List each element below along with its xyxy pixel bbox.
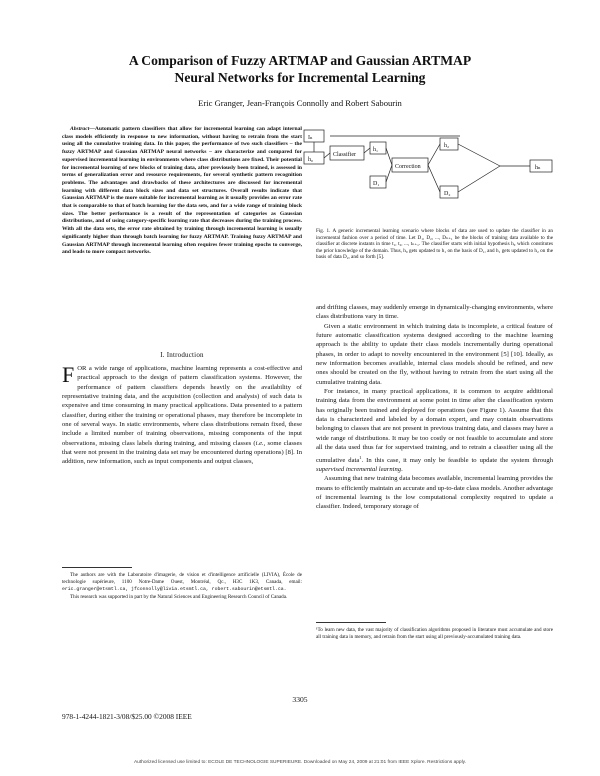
author-emails: eric.granger@etsmtl.ca, jfconnolly@livia.etsmtl.ca, robert.sabourin@etsmtl.ca. <box>62 586 287 592</box>
intro-text: OR a wide range of applications, machine learning represents a cost-effective and practical approach to the design of pattern classification systems. However, the performance of pattern classifiers depends heavily on the availability of representative training data, and the acquisition (collection and analysis) of such data is expensive and time consuming in many practical applications. Data presented to a pattern classifier, during either the training or operational phases, may therefore be incomplete in one of several ways. In static environments, where class distributions remain fixed, these include a limited number of training observations, missing components of the input observations, missing class labels during training, and missing classes ( <box>62 365 302 447</box>
author-list: Eric Granger, Jean-François Connolly and Robert Sabourin <box>198 98 402 108</box>
right-paragraph-2: Given a static environment in which training data is incomplete, a critical feature of future automatic classification systems designed according to the machine learning approach is the ability to update their class models incrementally during operational phases, in order to adapt to novelty encountered in the environment [5] [10]. Ideally, as new information becomes available, internal class models should be refined, and new ones should be created on the fly, without having to retrain from the start using all the cumulative training data. <box>316 322 553 386</box>
diagram-label-d1: D₁ <box>373 181 380 187</box>
diagram-label-top: Iₙ <box>308 135 313 141</box>
footnote-right: ¹To learn new data, the vast majority of classification algorithms proposed in literature must accumulate and store all training data in memory, and retrain from the start using all previously-accumulated training data. <box>316 627 553 640</box>
page-number: 3305 <box>292 695 308 704</box>
diagram-label-classifier: Classifier <box>333 152 356 158</box>
diagram-label-h0: h₀ <box>308 157 314 163</box>
paper-title <box>40 52 560 86</box>
footnote-rule-left <box>62 567 132 568</box>
right-paragraph-3: For instance, in many practical applications, it is common to acquire additional training data from the environment at some point in time after the classification system has originally been trained and deployed for operations (see Figure 1). Assume that this data is characterized and labeled by a domain expert, and may contain observations belonging to classes that are not present in previous training data, and classes may have a wide range of distributions. It may be too costly or not feasible to accumulate and store all the data used thus far for supervised training, and to retrain a classifier using all the cumulative data$^1$. In this case, it may only be feasible to update the system through supervised incremental learning. <box>316 388 553 474</box>
right-paragraph-4: Assuming that new training data becomes available, incremental learning provides the means to efficiently maintain an accurate and up-to-date class models. Another advantage of incremental learning is the low computational complexity required to update a classifier. Indeed, temporary storage of <box>316 475 553 511</box>
intro-ie: i.e. <box>255 439 264 447</box>
isbn-line: 978-1-4244-1821-3/08/$25.00 ©2008 IEEE <box>62 712 192 721</box>
license-footer: Authorized licensed use limited to: ECOLE DE TECHNOLOGIE SUPERIEURE. Downloaded on May 24, 2009 at 21:01 from IEEE Xplore. Restrictions apply. <box>133 760 467 765</box>
footnote-left <box>62 572 302 601</box>
intro-text-2: , some classes that were not present in the training data set may be encountered during operations) [8]. In addition, new information, such as input components and output classes, <box>62 439 302 466</box>
introduction-body <box>62 364 302 467</box>
author-affiliation: The authors are with the Laboratoire d'imagerie, de vision et d'intelligence artificielle (LIVIA), École de technologie supérieure, 1100 Notre-Dame Ouest, Montréal, Qc., H3C 1K3, Canada, email: eric.granger@etsmtl.ca, jfconnolly@livia.etsmtl.ca, robert.sabourin@etsmtl.ca. <box>62 572 302 592</box>
title-line-2: Neural Networks for Incremental Learning <box>174 70 426 85</box>
diagram-label-d2: D₂ <box>444 191 451 197</box>
diagram-box-hn <box>530 160 552 172</box>
figure-1-diagram <box>300 128 560 226</box>
title-line-1: A Comparison of Fuzzy ARTMAP and Gaussian ARTMAP <box>128 53 472 68</box>
diagram-label-h2: h₂ <box>444 143 450 149</box>
right-column-body <box>316 303 553 512</box>
abstract-text: —Automatic pattern classifiers that allow for incremental learning can adapt internal class models efficiently in response to new information, without having to retrain from the start using all the cumulative training data. In this paper, the performance of two such classifiers – the fuzzy ARTMAP and Gaussian ARTMAP neural networks – are characterize and compared for supervised incremental learning in environments where class distributions are fixed. Their potential for incremental learning of new blocks of training data, after previously been trained, is assessed in terms of generalization error and resource requirements, for several synthetic pattern recognition problems. The advantages and drawbacks of these architectures are discussed for incremental learning with different data block sizes and data set structures. Overall results indicate that Gaussian ARTMAP is the more suitable for incremental learning as it usually provides an error rate that is comparable to that of batch learning for the data sets, and for a wide range of training block sizes. The better performance is a result of the representation of categories as Gaussian distributions, and of using category-specific learning rate that decreases during the training process. With all the data sets, the error rate obtained by training through incremental learning is usually significantly higher than through batch learning for fuzzy ARTMAP. Training fuzzy ARTMAP and Gaussian ARTMAP through incremental learning often requires fewer training epochs to converge, and leads to more compact networks. <box>62 126 302 256</box>
section-heading: I. Introduction <box>160 351 204 359</box>
abstract <box>62 126 302 257</box>
footnote-rule-right <box>316 622 386 623</box>
abstract-label: Abstract <box>70 126 90 132</box>
drop-cap: F <box>62 362 75 387</box>
diagram-box-top <box>304 130 324 142</box>
intro-paragraph <box>62 364 302 467</box>
right-paragraph-1: and drifting classes, may suddenly emerge in dynamically-changing environments, where class distributions vary in time. <box>316 304 553 321</box>
diagram-label-correction: Correction <box>395 164 421 170</box>
figure-1-caption: Fig. 1. A generic incremental learning scenario where blocks of data are used to update the classifier in an incremental fashion over a period of time. Let D₁, D₂, ..., Dₙ₊₁ be the blocks of training data available to the classifier at discrete instants in time t₁, t₂, ..., tₙ₊₁. The classifier starts with initial hypothesis h₀ which constitutes the prior knowledge of the domain. Thus, h₀ gets updated to h₁ on the basis of D₁, and h₁ gets updated to h₂ on the basis of data D₂, and so forth [5]. <box>316 228 553 261</box>
funding-note: This research was supported in part by the Natural Sciences and Engineering Research Council of Canada. <box>70 593 288 600</box>
emphasis-supervised-incremental: supervised incremental learning <box>316 466 402 474</box>
diagram-box-h0 <box>304 152 324 164</box>
abstract-paragraph <box>62 126 302 257</box>
footnote-marker: 1 <box>359 454 362 460</box>
diagram-label-h1: h₁ <box>373 147 379 153</box>
diagram-label-hn: hₙ <box>535 165 541 171</box>
